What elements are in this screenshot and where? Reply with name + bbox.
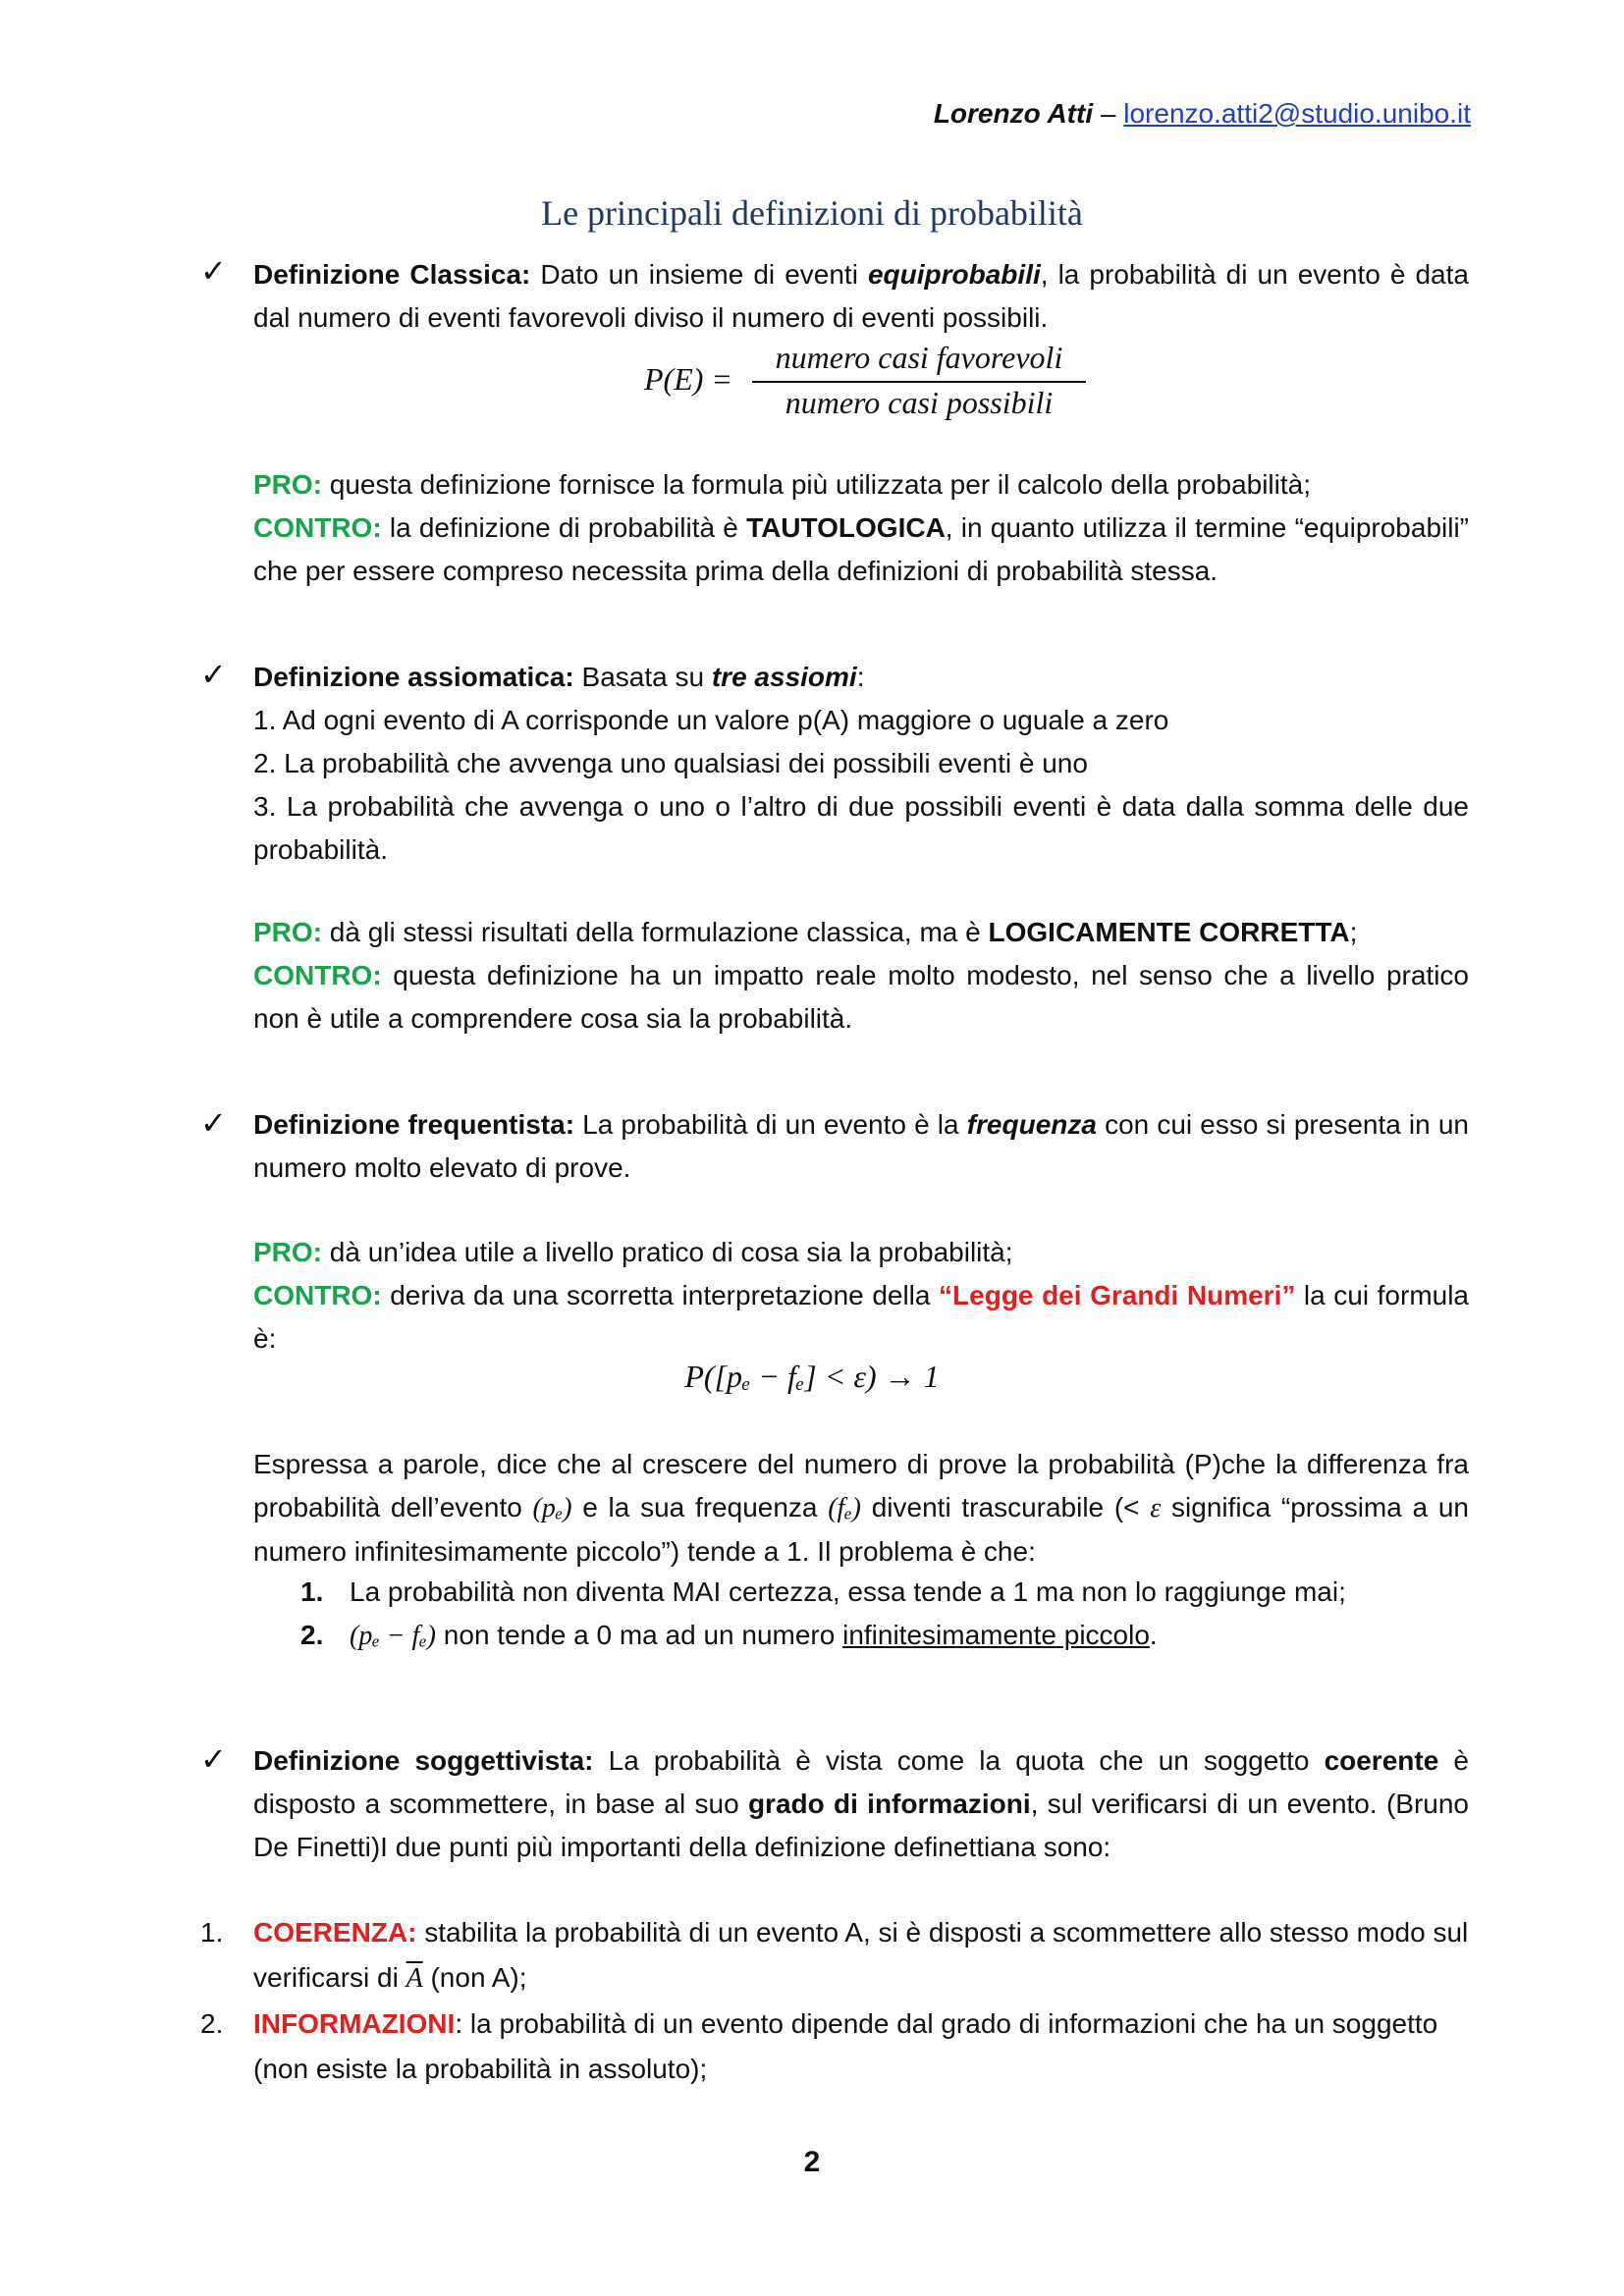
frequentista-pro-contro: PRO: dà un’idea utile a livello pratico di cosa sia la probabilità; CONTRO: deriva da una scorretta interpretazione della “Legge dei Grandi Numeri” la cui formula è: [253, 1237, 1470, 1354]
frequenza-emphasis: frequenza [966, 1109, 1097, 1140]
tre-assiomi-emphasis: tre assiomi [711, 662, 857, 692]
contro-label: CONTRO: [253, 1280, 382, 1310]
email-link[interactable]: lorenzo.atti2@studio.unibo.it [1123, 98, 1471, 129]
check-icon: ✓ [200, 253, 227, 289]
check-icon: ✓ [200, 1741, 227, 1777]
classica-formula [0, 340, 1624, 428]
logicamente-corretta-bold: LOGICAMENTE CORRETTA [988, 917, 1350, 947]
pro-label: PRO: [253, 1237, 322, 1267]
frequentista-problems-list [300, 1571, 1346, 1658]
grado-informazioni-bold: grado di informazioni [747, 1789, 1031, 1819]
check-icon: ✓ [200, 1105, 227, 1141]
header-separator: – [1093, 98, 1124, 129]
equiprobabili-emphasis: equiprobabili [867, 259, 1041, 290]
a-complement-symbol: $\overline{A}$ [406, 1963, 423, 1994]
frequentista-explanation: Espressa a parole, dice che al crescere del numero di prove la probabilità (P)che la differenza fra probabilità dell’evento (pₑ) e la sua frequenza (fₑ) diventi trascurabile (< ε significa “prossima a un numero infinitesimamente piccolo”) tende a 1. Il problema è che: [253, 1449, 1469, 1567]
fe-symbol: (fₑ) [828, 1493, 861, 1523]
fraction-bar [752, 381, 1086, 383]
soggettivista-term: Definizione soggettivista: [253, 1745, 594, 1776]
classica-pro-contro: PRO: questa definizione fornisce la formula più utilizzata per il calcolo della probabilità; CONTRO: la definizione di probabilità è TAUTOLOGICA, in quanto utilizza il termine “equiprobabili” che per essere compreso necessita prima della definizioni di probabilità stessa. [253, 469, 1469, 586]
page-number: 2 [803, 2146, 821, 2178]
pro-label: PRO: [253, 917, 322, 947]
coerente-bold: coerente [1324, 1745, 1439, 1776]
contro-label: CONTRO: [253, 960, 382, 990]
coerenza-label: COERENZA: [253, 1917, 417, 1948]
assiomatica-pro-contro: PRO: dà gli stessi risultati della formulazione classica, ma è LOGICAMENTE CORRETTA; CONTRO: questa definizione ha un impatto reale molto modesto, nel senso che a livello pratico non è utile a comprendere cosa sia la probabilità. [253, 917, 1469, 1034]
list-item: 1. COERENZA: stabilita la probabilità di un evento A, si è disposti a scommettere allo stesso modo sul verificarsi di $\overline{A}$ (non A); [200, 1917, 1469, 1994]
informazioni-label: INFORMAZIONI [253, 2008, 456, 2039]
check-icon: ✓ [200, 657, 227, 692]
formula-numerator: numero casi favorevoli [775, 340, 1063, 375]
page-title: Le principali definizioni di probabilità [541, 193, 1083, 233]
frequentista-term: Definizione frequentista: [253, 1109, 575, 1140]
classica-term: Definizione Classica: [253, 259, 531, 290]
axiom-item: 1. Ad ogni evento di A corrisponde un valore p(A) maggiore o uguale a zero [253, 705, 1169, 735]
formula-lhs: P(E) = [644, 361, 732, 397]
legge-grandi-numeri-formula: P([pₑ − fₑ] < ε) → 1 [684, 1359, 940, 1394]
tautologica-bold: TAUTOLOGICA [746, 512, 946, 543]
classica-definition: Definizione Classica: Dato un insieme di eventi equiprobabili, la probabilità di un evento è data dal numero di eventi favorevoli diviso il numero di eventi possibili. [253, 259, 1469, 333]
pro-label: PRO: [253, 469, 322, 500]
pe-symbol: (pₑ) [532, 1493, 572, 1523]
list-item: 2. (pₑ − fₑ) non tende a 0 ma ad un numero infinitesimamente piccolo. [300, 1620, 1158, 1651]
soggettivista-points-list [200, 1910, 1469, 2092]
formula-denominator: numero casi possibili [785, 385, 1054, 420]
epsilon-symbol: ε [1150, 1493, 1162, 1523]
assiomatica-term: Definizione assiomatica: [253, 662, 574, 692]
page-header [934, 98, 1471, 130]
assiomatica-definition: Definizione assiomatica: Basata su tre assiomi: 1. Ad ogni evento di A corrisponde un valore p(A) maggiore o uguale a zero 2. La probabilità che avvenga uno qualsiasi dei possibili eventi è uno 3. La probabilità che avvenga o uno o l’altro di due possibili eventi è data dalla somma delle due probabilità. [253, 662, 1469, 865]
frequentista-definition: Definizione frequentista: La probabilità di un evento è la frequenza con cui esso si presenta in un numero molto elevato di prove. [253, 1109, 1469, 1183]
soggettivista-definition: Definizione soggettivista: La probabilità è vista come la quota che un soggetto coerente è disposto a scommettere, in base al suo grado di informazioni, sul verificarsi di un evento. (Bruno De Finetti)I due punti più importanti della definizione definettiana sono: [253, 1745, 1469, 1862]
legge-grandi-numeri-highlight: “Legge dei Grandi Numeri” [939, 1280, 1296, 1310]
contro-label: CONTRO: [253, 512, 382, 543]
list-item: 1. La probabilità non diventa MAI certezza, essa tende a 1 ma non lo raggiunge mai; [300, 1576, 1346, 1607]
infinitesimamente-underline: infinitesimamente piccolo [842, 1620, 1150, 1650]
pe-minus-fe: (pₑ − fₑ) [350, 1621, 437, 1651]
list-item: 2. INFORMAZIONI: la probabilità di un evento dipende dal grado di informazioni che ha un soggetto (non esiste la probabilità in assoluto); [200, 2008, 1438, 2084]
axiom-item: 3. La probabilità che avvenga o uno o l’altro di due possibili eventi è data dalla somma delle due probabilità. [253, 791, 1469, 865]
axiom-item: 2. La probabilità che avvenga uno qualsiasi dei possibili eventi è uno [253, 748, 1088, 778]
author-name: Lorenzo Atti [933, 98, 1094, 129]
